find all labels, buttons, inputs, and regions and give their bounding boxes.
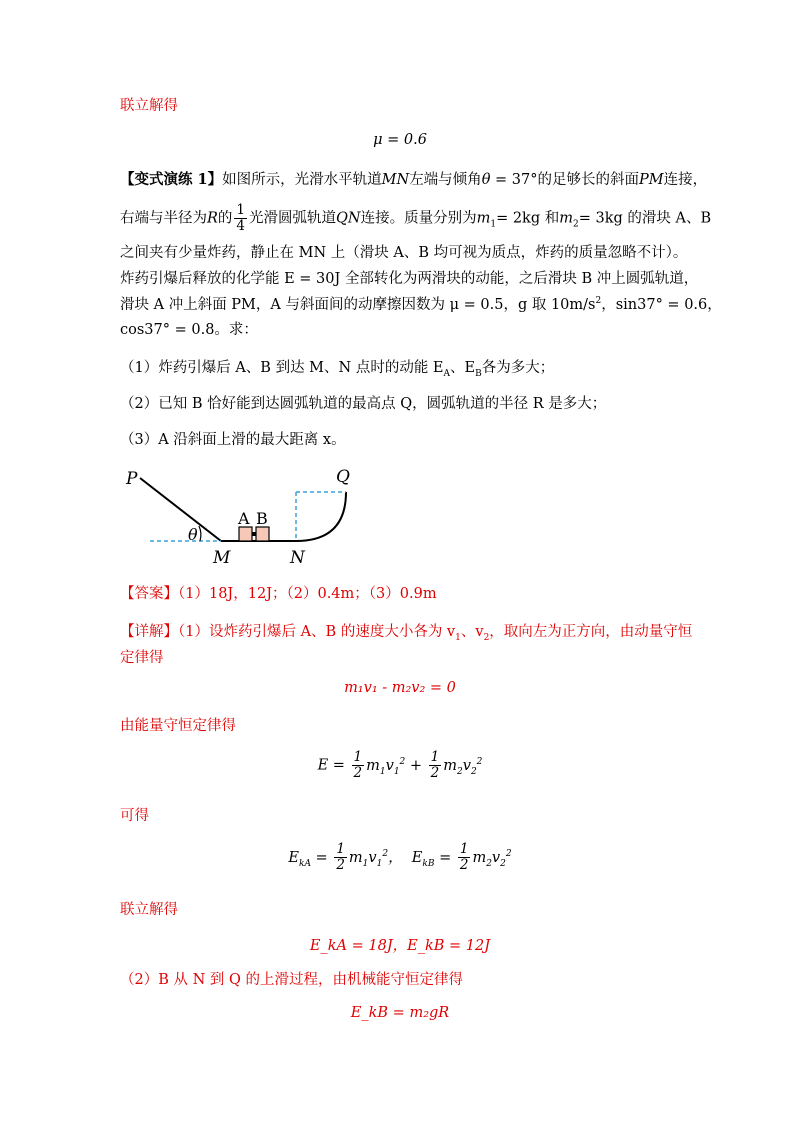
equation-kinetic: $E_{kA}$ = $\frac{1}{2}$ $m_1v_1^2$， $E_{kB}$ = $\frac{1}{2}$ $m_2v_2^2$ <box>288 841 512 873</box>
label-a: A <box>238 509 250 528</box>
equation-last: E_kB = m₂gR <box>350 1005 450 1021</box>
variant-title: 【变式演练 1】 <box>120 171 223 188</box>
equation-energy: E = $\frac{1}{2}$ $m_1v_1^2$ + $\frac{1}{2}$ $m_2v_2^2$ <box>317 749 483 781</box>
question-3: （3）A 沿斜面上滑的最大距离 x。 <box>120 432 346 448</box>
label-p: P <box>126 469 138 489</box>
equation-result: E_kA = 18J，E_kB = 12J <box>309 938 491 954</box>
theta-arc <box>199 526 201 541</box>
energy-conservation-label: 由能量守恒定律得 <box>120 718 236 734</box>
equation-mu: μ = 0.6 <box>373 132 427 148</box>
problem-line-6: cos37° = 0.8。求： <box>120 322 258 338</box>
problem-line-3: 之间夹有少量炸药，静止在 MN 上（滑块 A、B 均可视为质点，炸药的质量忽略不计）。 <box>120 245 688 261</box>
can-get-label: 可得 <box>120 808 149 824</box>
detail-line-2: 定律得 <box>120 650 164 666</box>
fraction-quarter: $\frac{1}{4}$ <box>236 202 246 234</box>
part-2-line: （2）B 从 N 到 Q 的上滑过程，由机械能守恒定律得 <box>120 972 463 988</box>
label-theta: θ <box>188 525 198 544</box>
explosive <box>252 532 256 536</box>
label-n: N <box>290 548 305 568</box>
solve-label-top: 联立解得 <box>120 98 178 114</box>
block-a <box>239 527 252 541</box>
arc-track <box>296 492 346 541</box>
problem-line-1: 【变式演练 1】如图所示，光滑水平轨道MN左端与倾角θ = 37°的足够长的斜面PM连接， <box>120 171 708 188</box>
label-b: B <box>256 509 268 528</box>
incline-line <box>140 478 221 541</box>
problem-line-5: 滑块 A 冲上斜面 PM，A 与斜面间的动摩擦因数为 μ = 0.5，g 取 $10m/s^2$，sin37° = 0.6， <box>120 296 722 313</box>
question-2: （2）已知 B 恰好能到达圆弧轨道的最高点 Q，圆弧轨道的半径 R 是多大； <box>120 396 607 412</box>
equation-momentum: m₁v₁ - m₂v₂ = 0 <box>344 680 456 696</box>
track-diagram <box>110 460 370 570</box>
label-m: M <box>213 548 231 568</box>
solve-label: 联立解得 <box>120 902 178 918</box>
detail-line-1: 【详解】（1）设炸药引爆后 A、B 的速度大小各为 $v_1$、$v_2$，取向左为正方向，由动量守恒 <box>120 624 693 643</box>
problem-line-4: 炸药引爆后释放的化学能 E = 30J 全部转化为两滑块的动能，之后滑块 B 冲上圆弧轨道， <box>120 271 699 287</box>
label-q: Q <box>336 467 350 487</box>
problem-line-2: 右端与半径为R的 $\frac{1}{4}$ 光滑圆弧轨道QN连接。质量分别为$m_1= 2kg$ 和$m_2= 3kg$ 的滑块 A、B <box>120 202 712 234</box>
answer-line: 【答案】（1）18J，12J；（2）0.4m；（3）0.9m <box>120 586 437 602</box>
question-1: （1）炸药引爆后 A、B 到达 M、N 点时的动能 $E_A$、$E_B$各为多大； <box>120 360 555 379</box>
block-b <box>256 527 269 541</box>
